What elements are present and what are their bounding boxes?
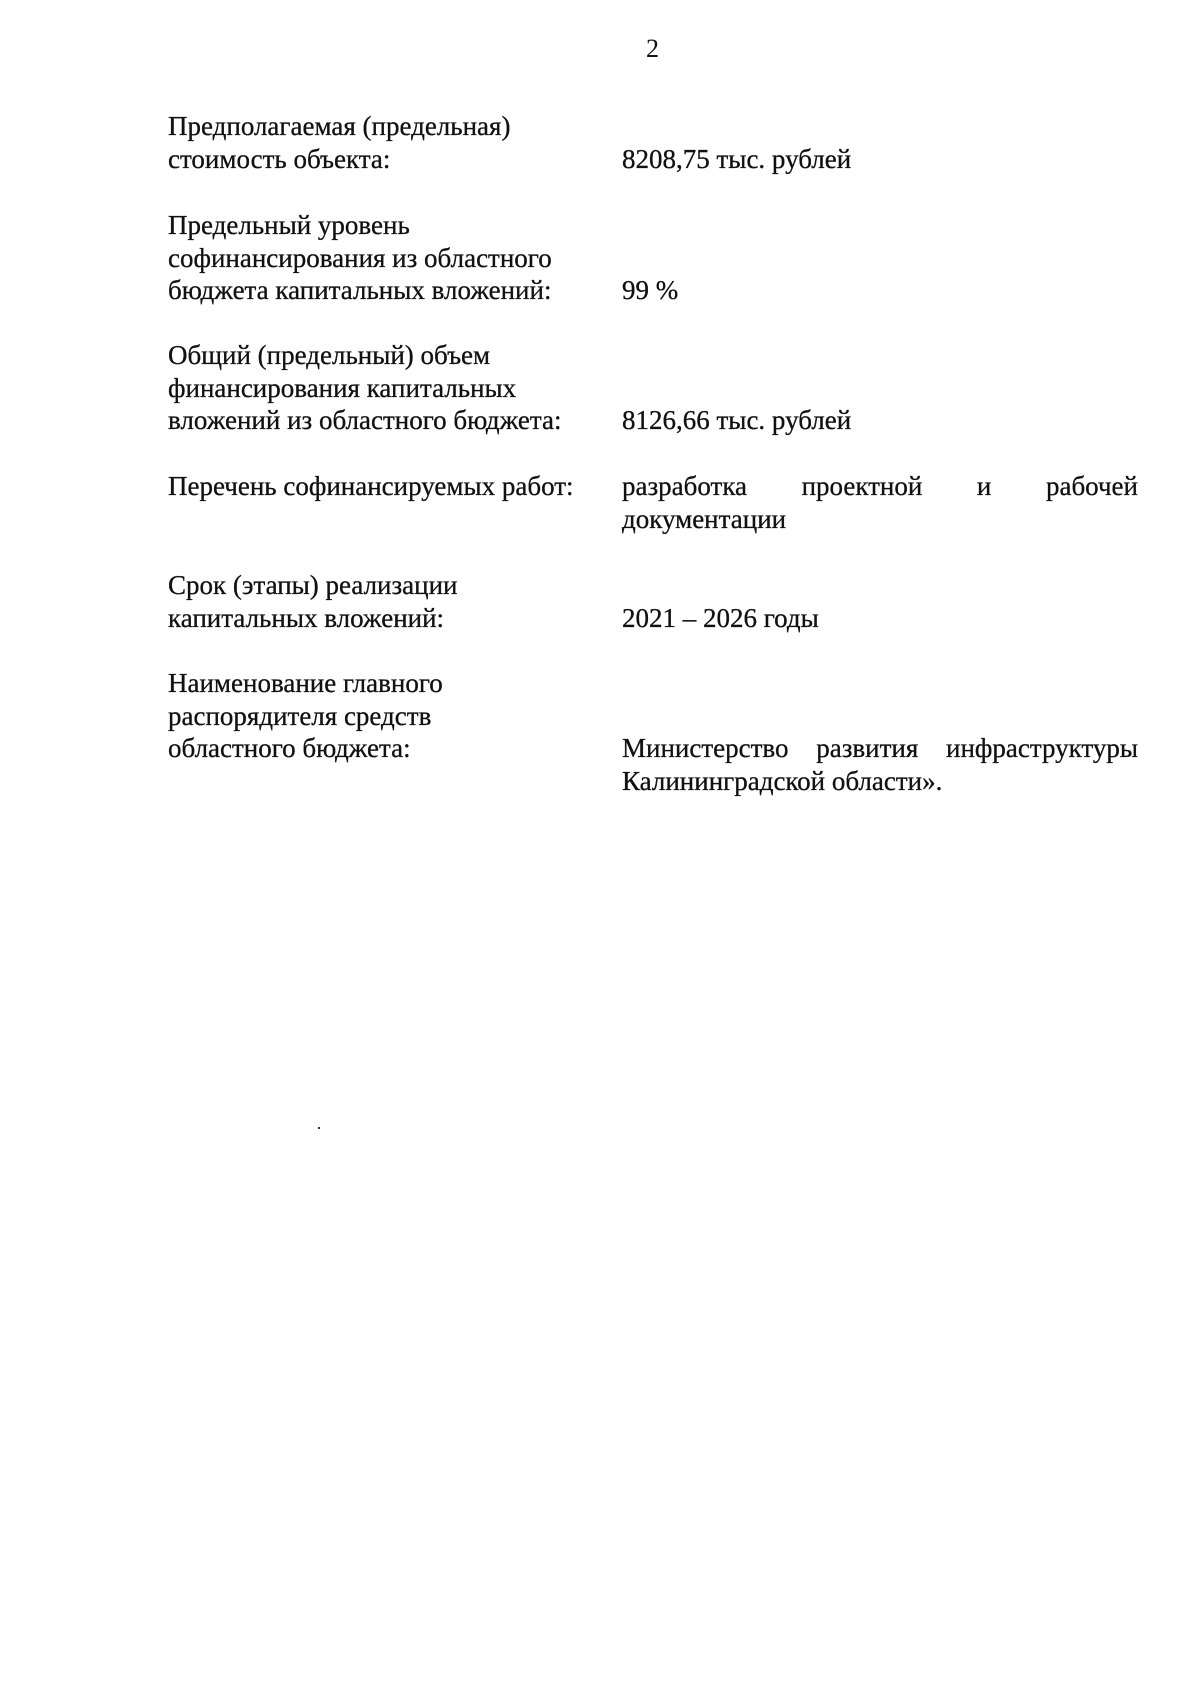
field-value: 8208,75 тыс. рублей	[622, 143, 852, 174]
field-label: Предполагаемая (предельная) стоимость объекта:	[168, 111, 511, 174]
field-value: 99 %	[622, 275, 679, 305]
field-cofinancing-level	[168, 209, 1138, 307]
field-label: Наименование главного распорядителя средств областного бюджета:	[168, 668, 443, 763]
field-value: разработка проектной и рабочей документации	[622, 471, 1138, 534]
field-label: Срок (этапы) реализации капитальных вложений:	[168, 570, 458, 633]
field-label: Предельный уровень софинансирования из областного бюджета капитальных вложений:	[168, 210, 552, 305]
field-implementation-period	[168, 569, 1138, 634]
field-label: Общий (предельный) объем финансирования капитальных вложений из областного бюджета:	[168, 340, 562, 435]
field-label: Перечень софинансируемых работ:	[168, 471, 574, 501]
field-value: 8126,66 тыс. рублей	[622, 405, 852, 435]
scan-speck	[318, 1127, 320, 1129]
page-number: 2	[646, 34, 659, 63]
field-total-financing	[168, 339, 1138, 437]
field-estimated-cost	[168, 110, 1138, 175]
field-works-list	[168, 470, 1138, 535]
field-value: Министерство развития инфраструктуры Калининградской области».	[622, 733, 1138, 796]
field-value: 2021 – 2026 годы	[622, 602, 819, 633]
field-budget-manager	[168, 667, 1138, 797]
